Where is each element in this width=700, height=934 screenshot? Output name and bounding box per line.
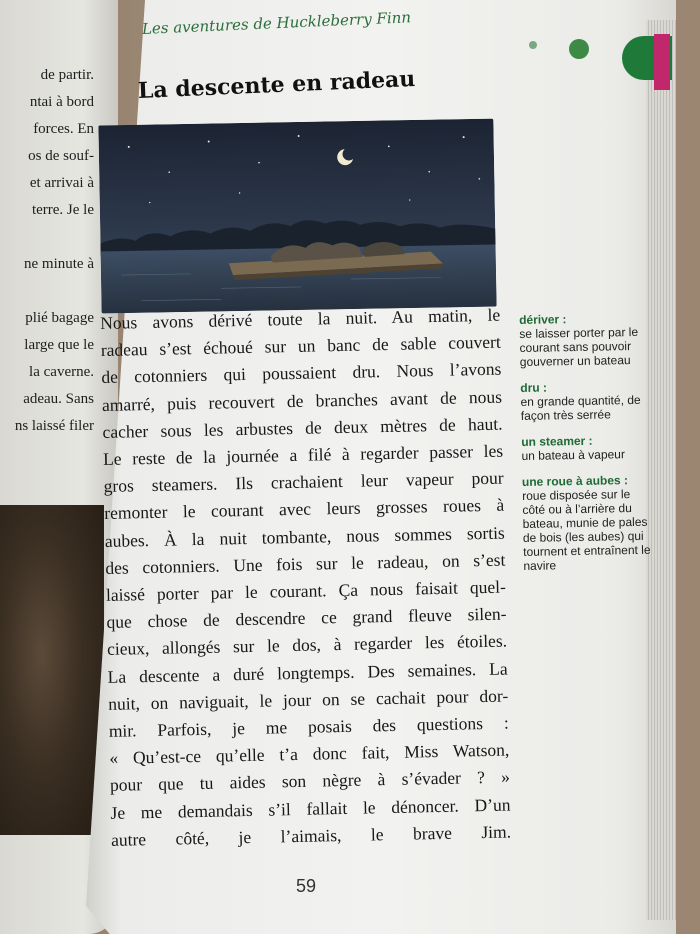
left-page-line: os de souf- <box>28 148 94 164</box>
glossary-term: dériver : <box>519 312 567 327</box>
story-line: de cotonniers qui poussaient dru. Nous l’avons <box>101 359 502 388</box>
story-line: que chose de descendre ce grand fleuve silen- <box>106 603 507 633</box>
glossary-entry <box>521 433 651 463</box>
story-line: Je me demandais s’il fallait le dénoncer. D’un <box>110 794 511 823</box>
glossary-definition: se laisser porter par le courant sans pouvoir gouverner un bateau <box>519 324 639 369</box>
left-page-line: et arrivai à <box>29 175 94 191</box>
glossary-entry <box>522 473 654 573</box>
story-line: « Qu’est-ce qu’elle t’a donc fait, Miss Watson, <box>109 739 510 769</box>
glossary-sidebar <box>519 311 654 585</box>
left-page-line <box>0 224 94 251</box>
raft-illustration-svg <box>98 119 496 314</box>
story-paragraph <box>100 302 503 446</box>
story-line: laissé porter par le courant. Ça nous faisait quel- <box>105 576 507 605</box>
left-page-line: forces. En <box>33 121 94 137</box>
left-page-line: de partir. <box>40 67 94 83</box>
story-line: aubes. À la nuit tombante, nous sommes sortis <box>104 522 505 551</box>
running-head: Les aventures de Huckleberry Finn <box>141 8 412 38</box>
decorative-dot-large <box>569 39 589 59</box>
story-line: mir. Parfois, je me posais des questions : <box>108 712 509 741</box>
story-line: autre côté, je l’aimais, le brave Jim. <box>110 821 512 850</box>
left-page-line: ntai à bord <box>29 94 94 110</box>
story-line: nuit, on naviguait, le jour on se cachait pour dor- <box>108 685 509 714</box>
glossary-entry <box>519 311 650 369</box>
story-line: amarré, puis recouvert de branches avant de nous <box>101 386 503 415</box>
story-line: Le reste de la journée a filé à regarder passer les <box>102 440 504 469</box>
glossary-term: une roue à aubes : <box>521 473 629 489</box>
page-number: 59 <box>296 876 317 896</box>
left-page-text <box>0 62 94 440</box>
left-page-line: ne minute à <box>24 256 94 272</box>
left-page-line <box>0 278 94 305</box>
glossary-definition: en grande quantité, de façon très serrée <box>520 392 641 423</box>
story-paragraph <box>110 791 511 854</box>
left-page-photo <box>0 505 104 835</box>
left-page-line: plié bagage <box>25 310 94 326</box>
story-line: La descente a duré longtemps. Des semaines. La <box>107 658 508 687</box>
left-page-line: ns laissé filer <box>14 418 94 434</box>
glossary-entry <box>520 379 651 423</box>
story-paragraph <box>103 438 507 664</box>
left-page-line: large que le <box>24 337 94 353</box>
story-line: cacher sous les arbustes de deux mètres de haut. <box>102 413 503 442</box>
night-river-illustration <box>98 119 496 314</box>
story-line: cieux, allongés sur le dos, à regarder les étoiles. <box>106 630 508 660</box>
story-line: des cotonniers. Une fois sur le radeau, on s’est <box>105 549 506 578</box>
story-paragraph <box>109 737 510 800</box>
glossary-definition: roue disposée sur le côté ou à l’arrière du bateau, munie de pales de bois (les aubes) qui tournent et entraînent le navire <box>522 487 651 573</box>
left-page-line: adeau. Sans <box>23 391 94 407</box>
left-page-line: terre. Je le <box>31 202 94 218</box>
story-line: radeau s’est échoué sur un banc de sable couvert <box>100 331 501 361</box>
story-text <box>100 302 511 854</box>
story-line: pour que tu aides son nègre à s’évader ? » <box>109 766 511 796</box>
decorative-dot-small <box>529 41 537 49</box>
glossary-term: dru : <box>520 380 548 395</box>
left-page-line: la caverne. <box>29 364 94 380</box>
story-paragraph <box>107 655 509 745</box>
story-line: gros steamers. Ils crachaient leur vapeur pour <box>103 467 504 497</box>
chapter-tab-pink <box>654 34 670 90</box>
story-line: Nous avons dérivé toute la nuit. Au matin, le <box>100 304 501 333</box>
chapter-title: La descente en radeau <box>137 65 416 104</box>
glossary-term: un steamer : <box>521 433 593 449</box>
story-line: remonter le courant avec leurs grosses roues à <box>104 495 505 524</box>
glossary-definition: un bateau à vapeur <box>521 447 626 463</box>
